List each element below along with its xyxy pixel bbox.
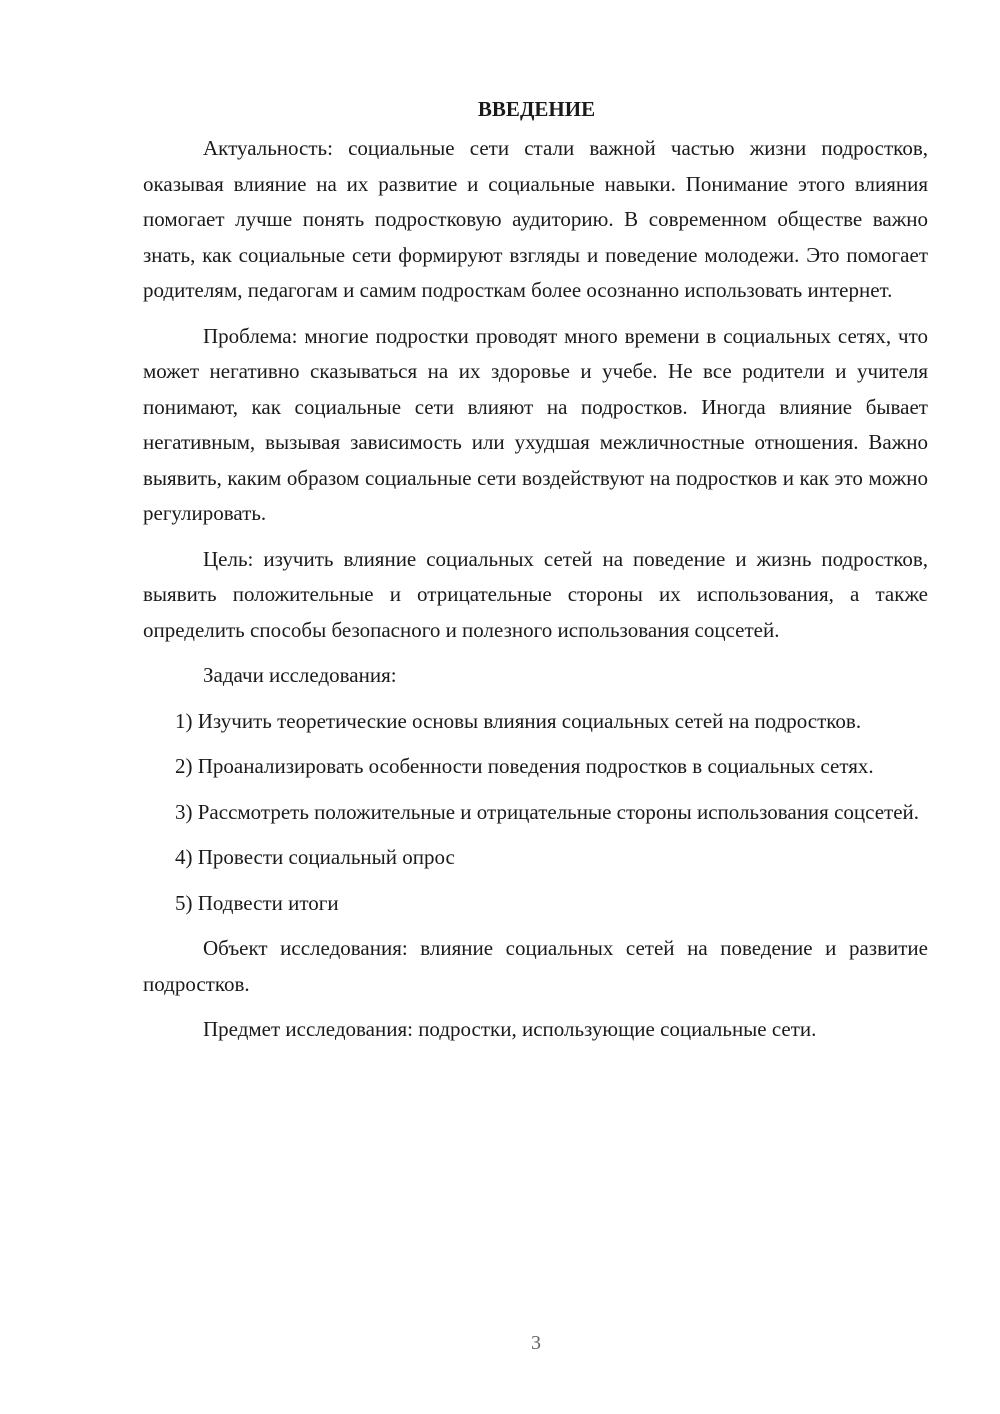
document-page [143, 92, 928, 1058]
paragraph-problem: Проблема: многие подростки проводят много времени в социальных сетях, что может негативно сказываться на их здоровье и учебе. Не все родители и учителя понимают, как социальные сети влияют на подростков. Иногда влияние бывает негативным, вызывая зависимость или ухудшая межличностные отношения. Важно выявить, каким образом социальные сети воздействуют на подростков и как это можно регулировать. [143, 323, 928, 525]
page-number: 3 [531, 1332, 541, 1354]
task-item-5: 5) Подвести итоги [175, 890, 339, 915]
page-title: ВВЕДЕНИЕ [477, 97, 596, 121]
task-item-3: 3) Рассмотреть положительные и отрицательные стороны использования соцсетей. [175, 799, 920, 824]
tasks-heading: Задачи исследования: [203, 663, 397, 687]
task-item-4: 4) Провести социальный опрос [175, 845, 455, 869]
paragraph-object: Объект исследования: влияние социальных сетей на поведение и развитие подростков. [143, 936, 928, 996]
task-item-2: 2) Проанализировать особенности поведения подростков в социальных сетях. [175, 754, 874, 778]
task-item-1: 1) Изучить теоретические основы влияния социальных сетей на подростков. [175, 708, 862, 733]
paragraph-subject: Предмет исследования: подростки, использующие социальные сети. [203, 1017, 817, 1041]
paragraph-goal: Цель: изучить влияние социальных сетей на поведение и жизнь подростков, выявить положительные и отрицательные стороны их использования, а также определить способы безопасного и полезного использования соцсетей. [143, 546, 928, 642]
paragraph-relevance: Актуальность: социальные сети стали важной частью жизни подростков, оказывая влияние на их развитие и социальные навыки. Понимание этого влияния помогает лучше понять подростковую аудиторию. В современном обществе важно знать, как социальные сети формируют взгляды и поведение молодежи. Это помогает родителям, педагогам и самим подросткам более осознанно использовать интернет. [143, 136, 928, 302]
